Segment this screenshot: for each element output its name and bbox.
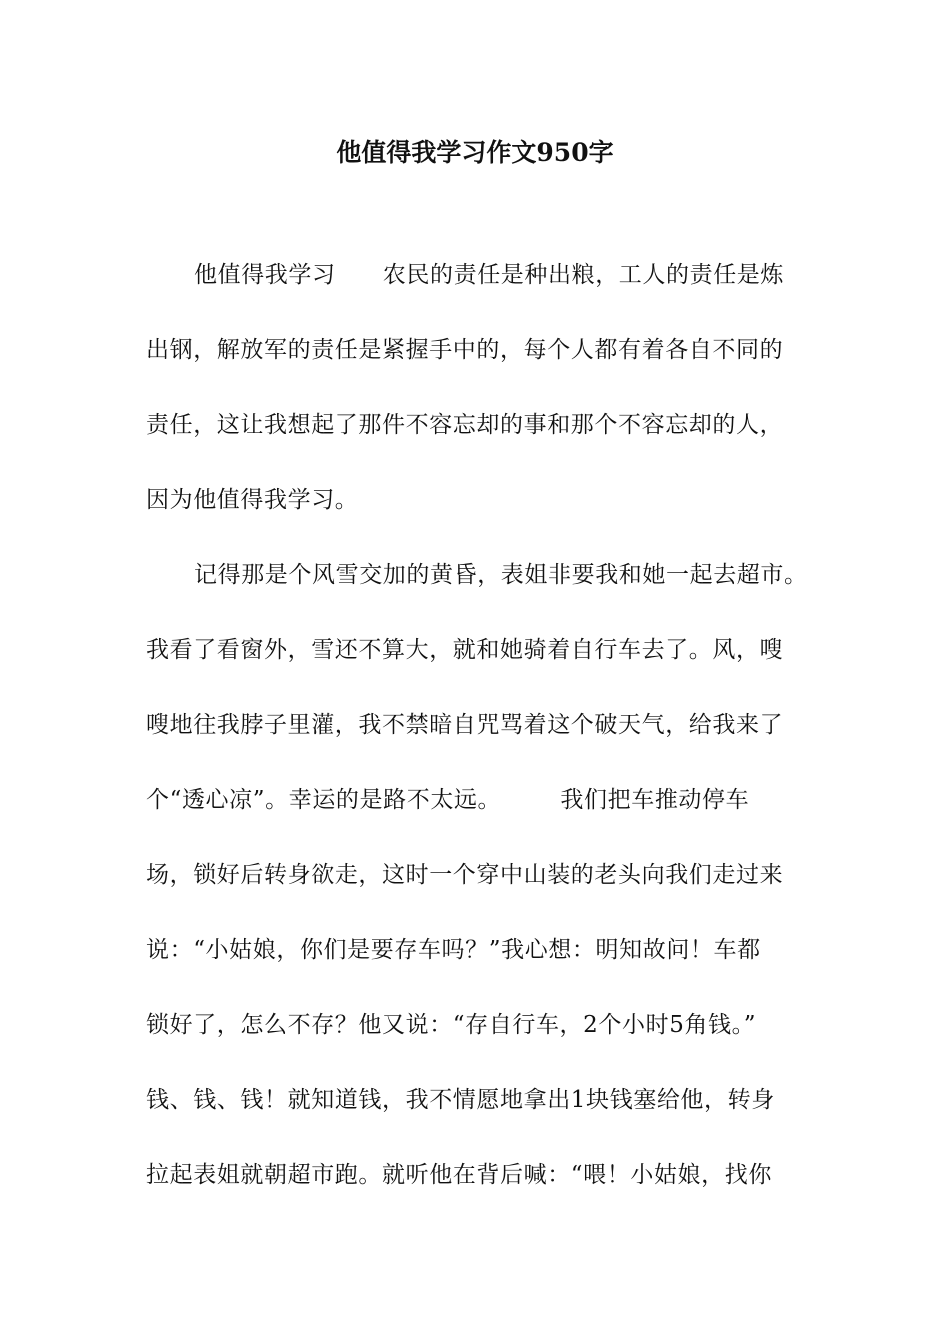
text-line: 钱、钱、钱！就知道钱，我不情愿地拿出1块钱塞给他，转身 (146, 1087, 775, 1113)
text-line: 责任，这让我想起了那件不容忘却的事和那个不容忘却的人， (146, 412, 784, 438)
text-line: 锁好了，怎么不存？他又说：“存自行车，2个小时5角钱。” (146, 1012, 757, 1038)
text-line: 出钢，解放军的责任是紧握手中的，每个人都有着各自不同的 (146, 337, 784, 363)
document-title: 他值得我学习作文950字 (336, 138, 614, 167)
text-line: 场，锁好后转身欲走，这时一个穿中山装的老头向我们走过来 (146, 862, 784, 888)
text-line: 我看了看窗外，雪还不算大，就和她骑着自行车去了。风，嗖 (146, 637, 784, 663)
text-line: 嗖地往我脖子里灌，我不禁暗自咒骂着这个破天气，给我来了 (146, 712, 784, 738)
text-line: 记得那是个风雪交加的黄昏，表姐非要我和她一起去超市。 (194, 562, 808, 588)
text-line: 他值得我学习 农民的责任是种出粮，工人的责任是炼 (194, 262, 784, 288)
text-line: 个“透心凉”。幸运的是路不太远。 我们把车推动停车 (146, 787, 750, 813)
text-line: 说：“小姑娘，你们是要存车吗？”我心想：明知故问！车都 (146, 937, 761, 963)
text-line: 拉起表姐就朝超市跑。就听他在背后喊：“喂！小姑娘，找你 (146, 1162, 772, 1188)
text-line: 因为他值得我学习。 (146, 487, 359, 513)
